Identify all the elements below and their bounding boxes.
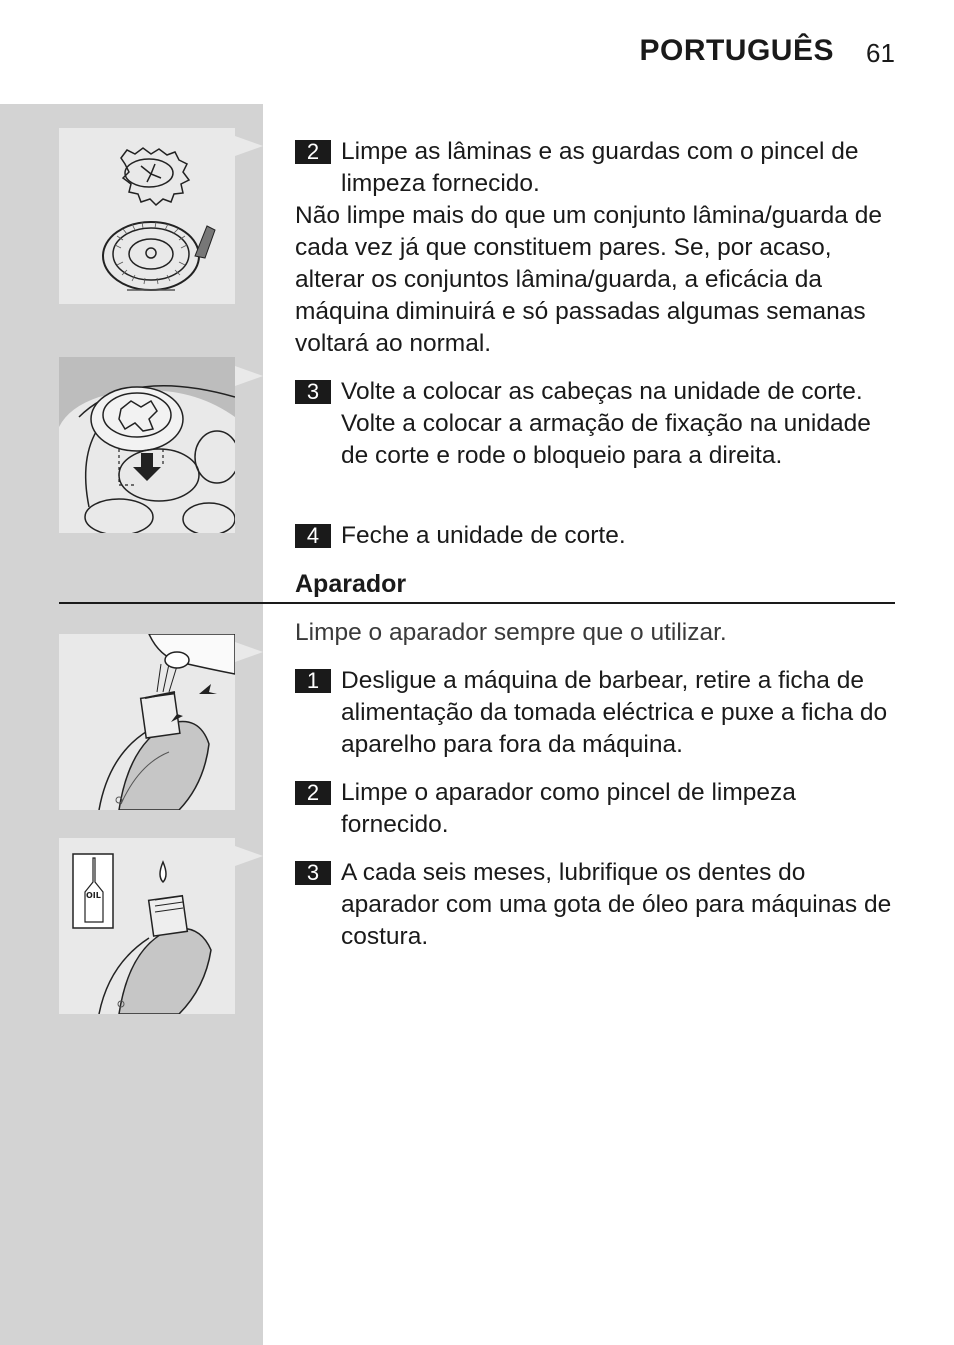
step-text: Volte a colocar as cabeças na unidade de corte. Volte a colocar a armação de fixação na unidade de corte e rode o bloqueio para a direita. <box>341 378 871 469</box>
figure-trimmer-oil <box>59 838 235 1014</box>
section-divider <box>59 602 895 604</box>
figure-pointer <box>235 846 263 866</box>
cleaning-step-4 <box>295 520 895 552</box>
cleaning-step-3 <box>295 376 895 472</box>
oil-label: OIL <box>86 891 101 900</box>
cutting-unit-icon <box>59 357 235 533</box>
trimmer-intro: Limpe o aparador sempre que o utilizar. <box>295 619 727 646</box>
step-number: 2 <box>295 140 331 164</box>
figure-reassemble-heads <box>59 357 235 533</box>
figure-heads-with-brush <box>59 128 235 304</box>
oil-bottle-icon <box>59 838 235 1014</box>
language-header: PORTUGUÊS <box>639 34 834 67</box>
step-number: 1 <box>295 669 331 693</box>
trimmer-step-2 <box>295 777 895 841</box>
cleaning-note: Não limpe mais do que um conjunto lâmina/guarda de cada vez já que constituem pares. Se, por acaso, alterar os conjuntos lâmina/guarda, a eficácia da máquina diminuirá e só passadas algumas semanas voltará ao normal. <box>295 202 882 357</box>
trimmer-step-1 <box>295 665 895 761</box>
figure-trimmer-brush <box>59 634 235 810</box>
step-text: Desligue a máquina de barbear, retire a ficha de alimentação da tomada eléctrica e puxe a ficha do aparelho para fora da máquina. <box>341 667 888 758</box>
figure-pointer <box>235 642 263 662</box>
step-number: 2 <box>295 781 331 805</box>
trimmer-step-3 <box>295 857 895 953</box>
step-text: Limpe as lâminas e as guardas com o pincel de limpeza fornecido. <box>341 138 859 197</box>
shaving-heads-icon <box>59 128 235 304</box>
step-number: 3 <box>295 380 331 404</box>
step-number: 4 <box>295 524 331 548</box>
step-text: A cada seis meses, lubrifique os dentes do aparador com uma gota de óleo para máquinas de costura. <box>341 859 892 950</box>
step-text: Feche a unidade de corte. <box>341 522 626 549</box>
page-number: 61 <box>866 38 895 68</box>
step-number: 3 <box>295 861 331 885</box>
figure-pointer <box>235 366 263 386</box>
section-title-trimmer: Aparador <box>295 570 407 598</box>
figure-pointer <box>235 136 263 156</box>
step-text: Limpe o aparador como pincel de limpeza fornecido. <box>341 779 796 838</box>
cleaning-step-2 <box>295 136 895 200</box>
trimmer-brush-icon <box>59 634 235 810</box>
